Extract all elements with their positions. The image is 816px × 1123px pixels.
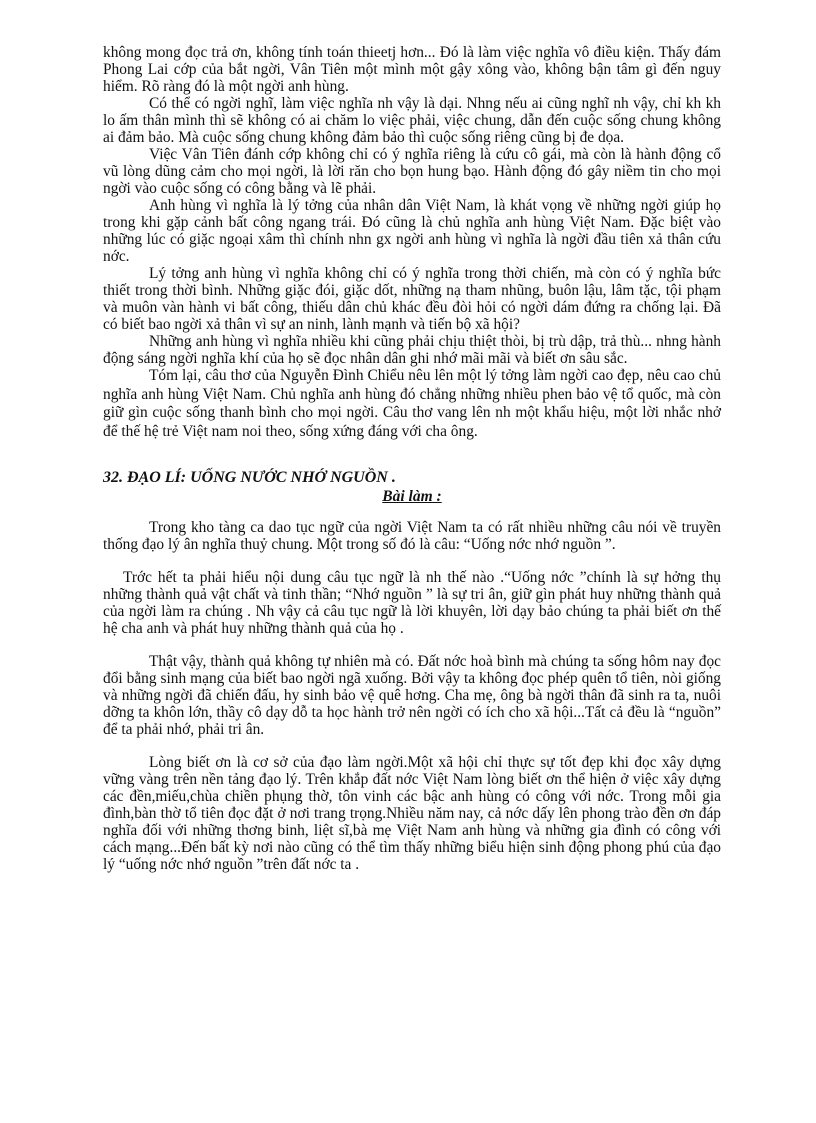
section-heading: 32. ĐẠO LÍ: UỐNG NƯỚC NHỚ NGUỒN . xyxy=(103,469,396,486)
paragraph: Trớc hết ta phải hiểu nội dung câu tục ngữ là nh thế nào .“Uống nớc ”chính là sự hởng thụ những thành quả vật chất và tinh thần; “Nhớ nguồn ” là sự tri ân, giữ gìn phát huy những thành quả của ngời làm ra chúng . Nh vậy cả câu tục ngữ là lời khuyên, lời dạy bảo chúng ta phải biết ơn thế hệ cha anh và phát huy những thành quả của họ . xyxy=(103,569,721,637)
paragraph: không mong đọc trả ơn, không tính toán thieetj hơn... Đó là làm việc nghĩa vô điều kiện. Thấy đám Phong Lai cớp của bắt ngời, Vân Tiên một mình một gậy xông vào, không bận tâm gì đến nguy hiểm. Rõ ràng đó là một ngời anh hùng. xyxy=(103,44,721,95)
paragraph: Anh hùng vì nghĩa là lý tởng của nhân dân Việt Nam, là khát vọng về những ngời giúp họ trong khi gặp cảnh bất công ngang trái. Đó cũng là chủ nghĩa anh hùng Việt Nam. Đặc biệt vào những lúc có giặc ngoại xâm thì chính nhn gx ngời anh hùng vì nghĩa là ngời đầu tiên xả thân cứu nớc. xyxy=(103,197,721,265)
paragraph: Những anh hùng vì nghĩa nhiều khi cũng phải chịu thiệt thòi, bị trù dập, trả thù... nhng hành động sáng ngời nghĩa khí của họ sẽ đọc nhân dân ghi nhớ mãi mãi và biết ơn sâu sắc. xyxy=(103,333,721,367)
paragraph: Thật vậy, thành quả không tự nhiên mà có. Đất nớc hoà bình mà chúng ta sống hôm nay đọc đổi bằng sinh mạng của biết bao ngời ngã xuống. Bởi vậy ta không đọc phép quên tổ tiên, nòi giống và những ngời đã chiến đấu, hy sinh bảo vệ quê hơng. Cha mẹ, ông bà ngời thân đã sinh ra ta, nuôi dỡng ta khôn lớn, thầy cô dạy dỗ ta học hành trở nên ngời có ích cho xã hội...Tất cả đều là “nguồn” để ta phải nhớ, phải tri ân. xyxy=(103,653,721,738)
paragraph: Lý tởng anh hùng vì nghĩa không chỉ có ý nghĩa trong thời chiến, mà còn có ý nghĩa bức thiết trong thời bình. Những giặc đói, giặc dốt, những nạ tham nhũng, buôn lậu, lâm tặc, tội phạm và muôn vàn hành vi bất công, thiếu dân chủ khác đều đòi hỏi có ngời dám đứng ra chống lại. Đã có biết bao ngời xả thân vì sự an ninh, lành mạnh và tiến bộ xã hội? xyxy=(103,265,721,333)
document-page xyxy=(103,44,721,873)
paragraph: Có thể có ngời nghĩ, làm việc nghĩa nh vậy là dại. Nhng nếu ai cũng nghĩ nh vậy, chỉ kh kh lo ấm thân mình thì sẽ không có ai chăm lo việc phải, việc chung, dẫn đến cuộc sống chung không ai đảm bảo. Mà cuộc sống chung không đảm bảo thì cuộc sống riêng cũng bị đe dọa. xyxy=(103,95,721,146)
paragraph: Việc Vân Tiên đánh cớp không chỉ có ý nghĩa riêng là cứu cô gái, mà còn là hành động cổ vũ lòng dũng cảm cho mọi ngời, là lời răn cho bọn hung bạo. Hành động đó gây niềm tin cho mọi ngời vào cuộc sống có công bằng và lẽ phải. xyxy=(103,146,721,197)
paragraph: Trong kho tàng ca dao tục ngữ của ngời Việt Nam ta có rất nhiều những câu nói về truyền thống đạo lý ân nghĩa thuỷ chung. Một trong số đó là câu: “Uống nớc nhớ nguồn ”. xyxy=(103,519,721,553)
section-subheading: Bài làm : xyxy=(382,488,442,505)
paragraph: Lòng biết ơn là cơ sở của đạo làm ngời.Một xã hội chỉ thực sự tốt đẹp khi đọc xây dựng vững vàng trên nền tảng đạo lý. Trên khắp đất nớc Việt Nam lòng biết ơn thể hiện ở việc xây dựng các đền,miếu,chùa chiền phụng thờ, tôn vinh các bậc anh hùng có công với nớc. Trong mỗi gia đình,bàn thờ tổ tiên đọc đặt ở nơi trang trọng.Nhiều năm nay, cả nớc dấy lên phong trào đền ơn đáp nghĩa đối với những thơng binh, liệt sĩ,bà mẹ Việt Nam anh hùng và những gia đình có công với cách mạng...Đến bất kỳ nơi nào cũng có thể tìm thấy những biểu hiện sinh động phong phú của đạo lý “uống nớc nhớ nguồn ”trên đất nớc ta . xyxy=(103,754,721,873)
paragraph: Tóm lại, câu thơ của Nguyễn Đình Chiểu nêu lên một lý tởng làm ngời cao đẹp, nêu cao chủ nghĩa anh hùng Việt Nam. Chủ nghĩa anh hùng đó chẳng những nhiều phen bảo vệ tổ quốc, mà còn giữ gìn cuộc sống thanh bình cho mọi ngời. Câu thơ vang lên nh một khẩu hiệu, một lời nhắc nhở để thế hệ trẻ Việt nam noi theo, sống xứng đáng với cha ông. xyxy=(103,367,721,440)
